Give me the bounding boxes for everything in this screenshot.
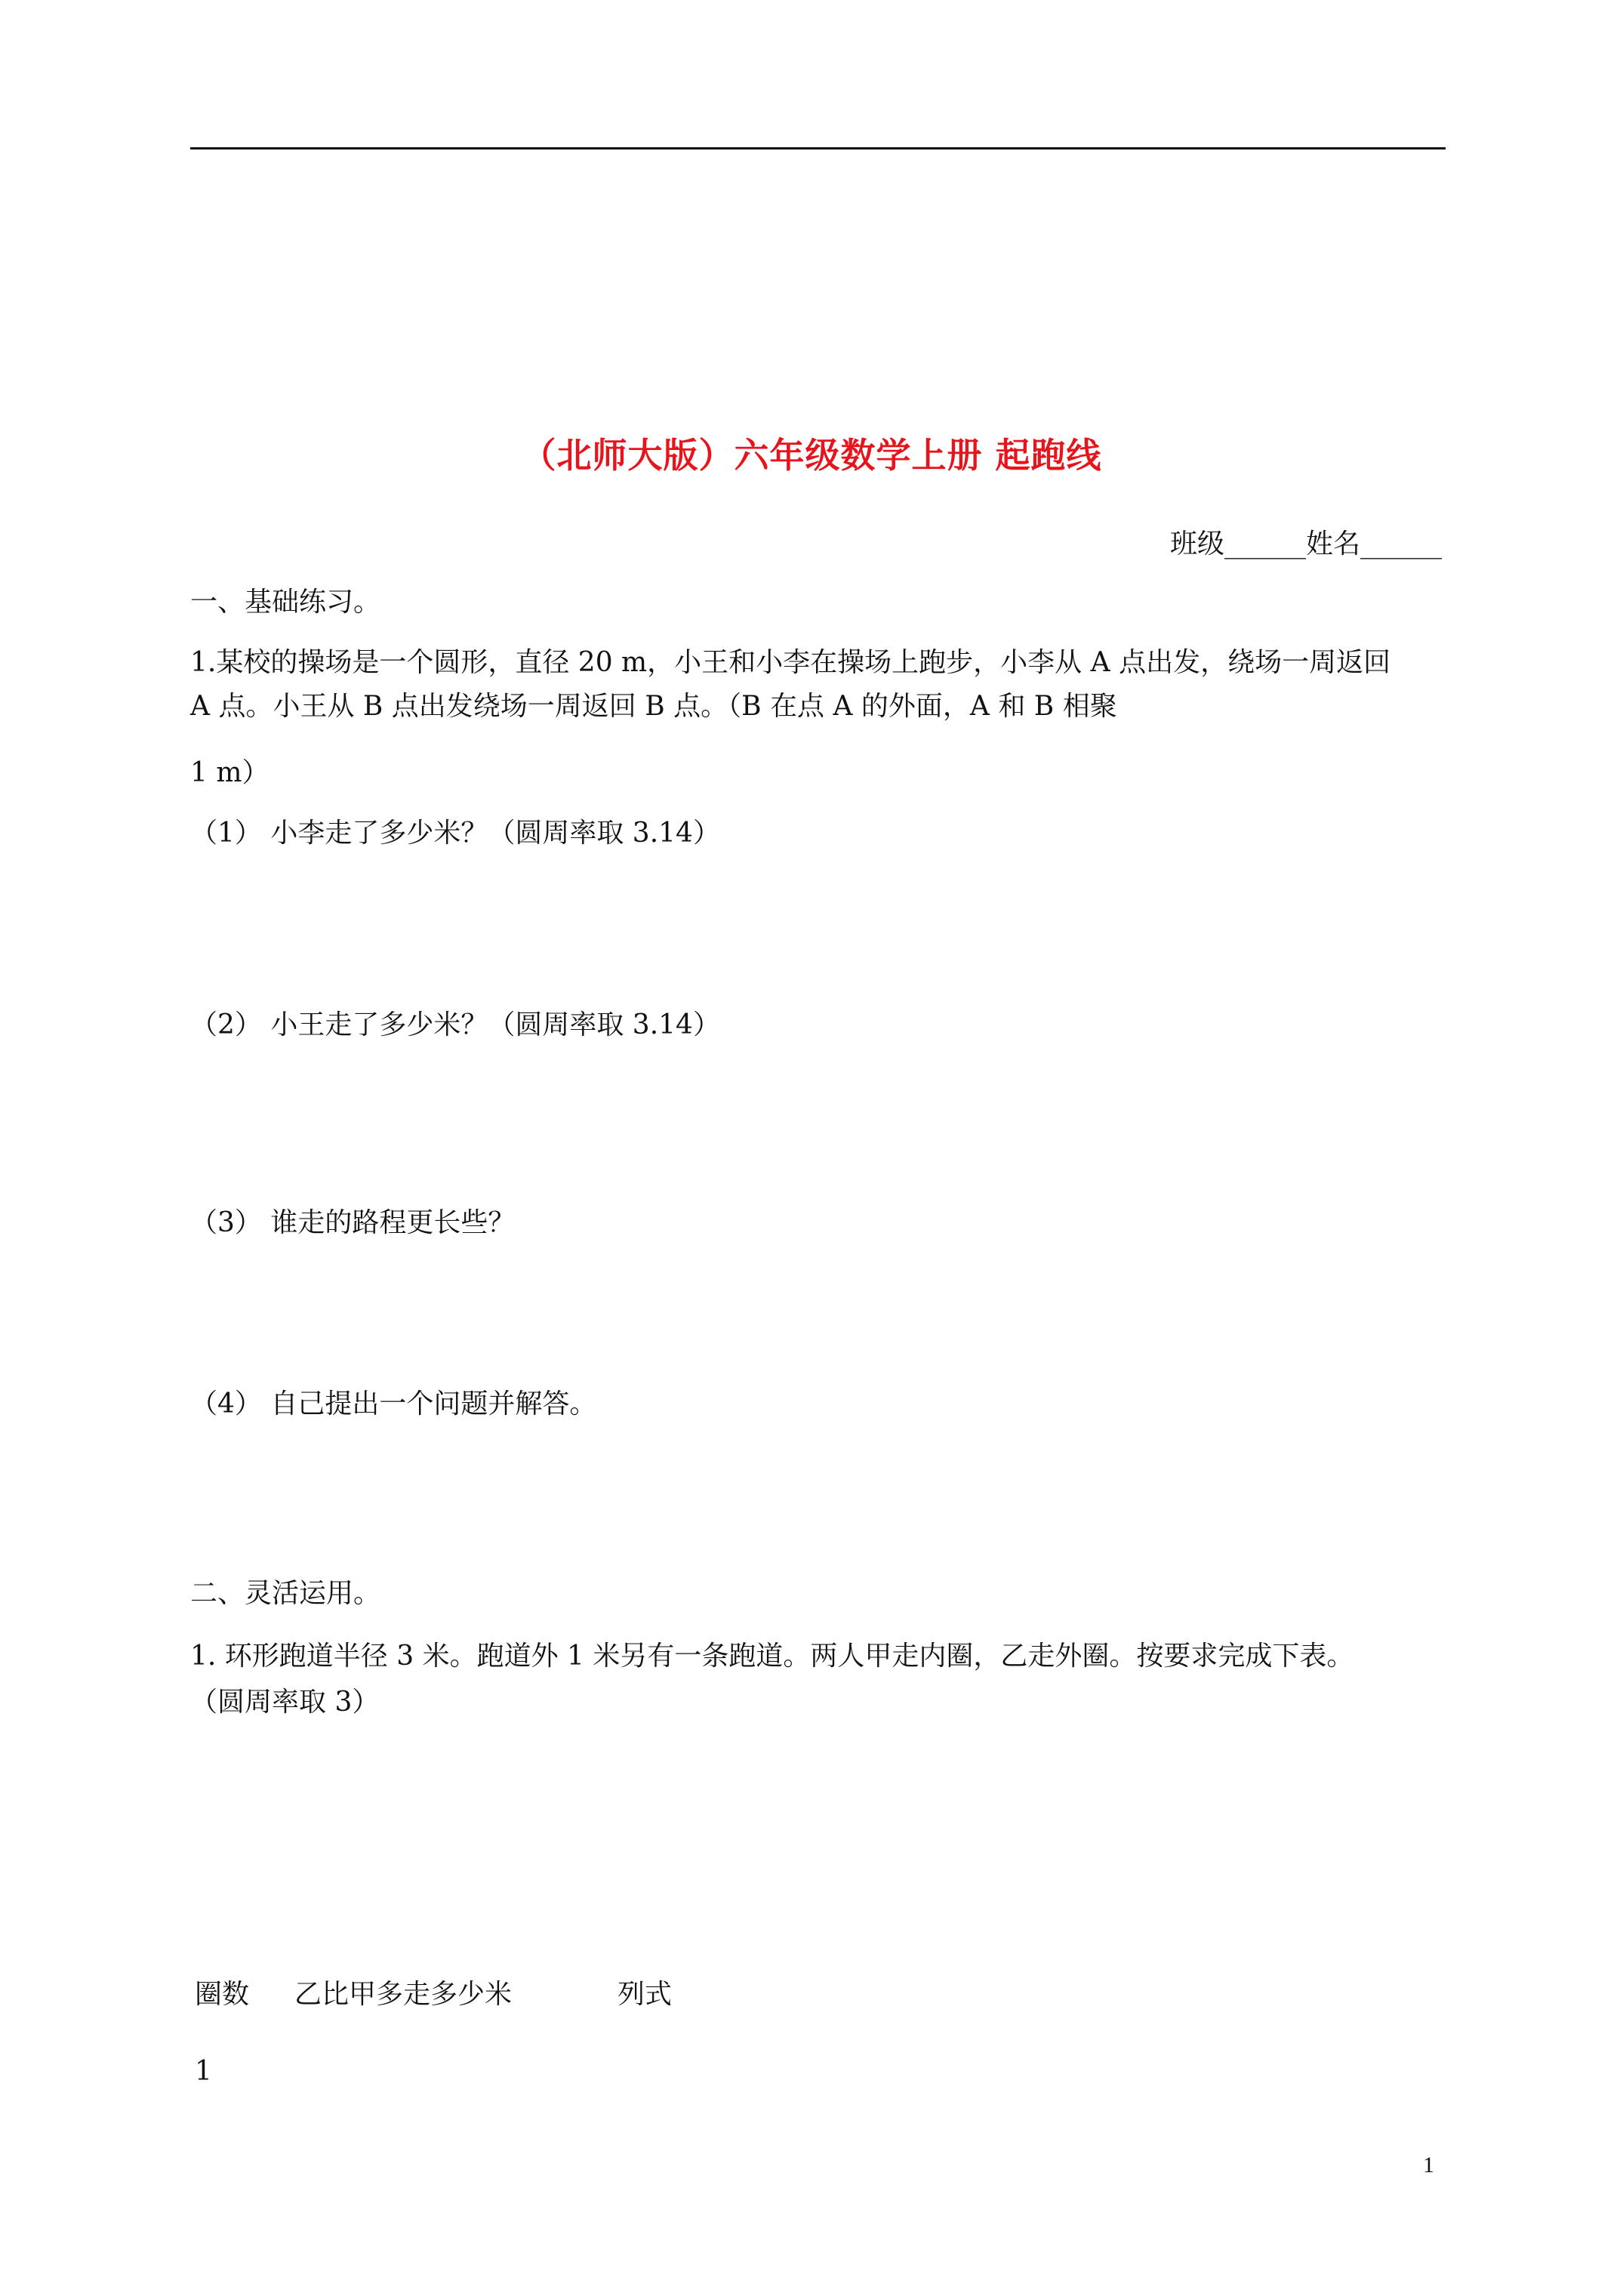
class-name-line: 班级______姓名______ [1169,529,1442,559]
question-4: （4） 自己提出一个问题并解答。 [190,1388,597,1419]
section1-heading: 一、基础练习。 [190,587,381,618]
problem2-line2: （圆周率取 3） [190,1687,380,1718]
problem1-line2: A 点。小王从 B 点出发绕场一周返回 B 点。（B 在点 A 的外面，A 和 B 相聚 [190,691,1117,722]
problem1-line3: 1 m） [190,757,269,788]
problem2-line1: 1. 环形跑道半径 3 米。跑道外 1 米另有一条跑道。两人甲走内圈，乙走外圈。按要求完成下表。 [190,1641,1354,1672]
problem1-line1: 1.某校的操场是一个圆形，直径 20 m，小王和小李在操场上跑步，小李从 A 点出发，绕场一周返回 [190,647,1391,678]
page-title: （北师大版）六年级数学上册 起跑线 [521,435,1102,476]
question-1: （1） 小李走了多少米？（圆周率取 3.14） [190,818,720,849]
section2-heading: 二、灵活运用。 [190,1578,381,1609]
table-row-1-laps: 1 [195,2056,212,2087]
page-number: 1 [1423,2153,1434,2177]
header-rule [190,147,1446,149]
question-2: （2） 小王走了多少米？（圆周率取 3.14） [190,1009,720,1040]
table-header-laps: 圈数 [195,1979,250,2010]
table-header-formula: 列式 [617,1979,673,2010]
table-header-extra-distance: 乙比甲多走多少米 [294,1979,513,2010]
question-3: （3） 谁走的路程更长些？ [190,1207,516,1238]
